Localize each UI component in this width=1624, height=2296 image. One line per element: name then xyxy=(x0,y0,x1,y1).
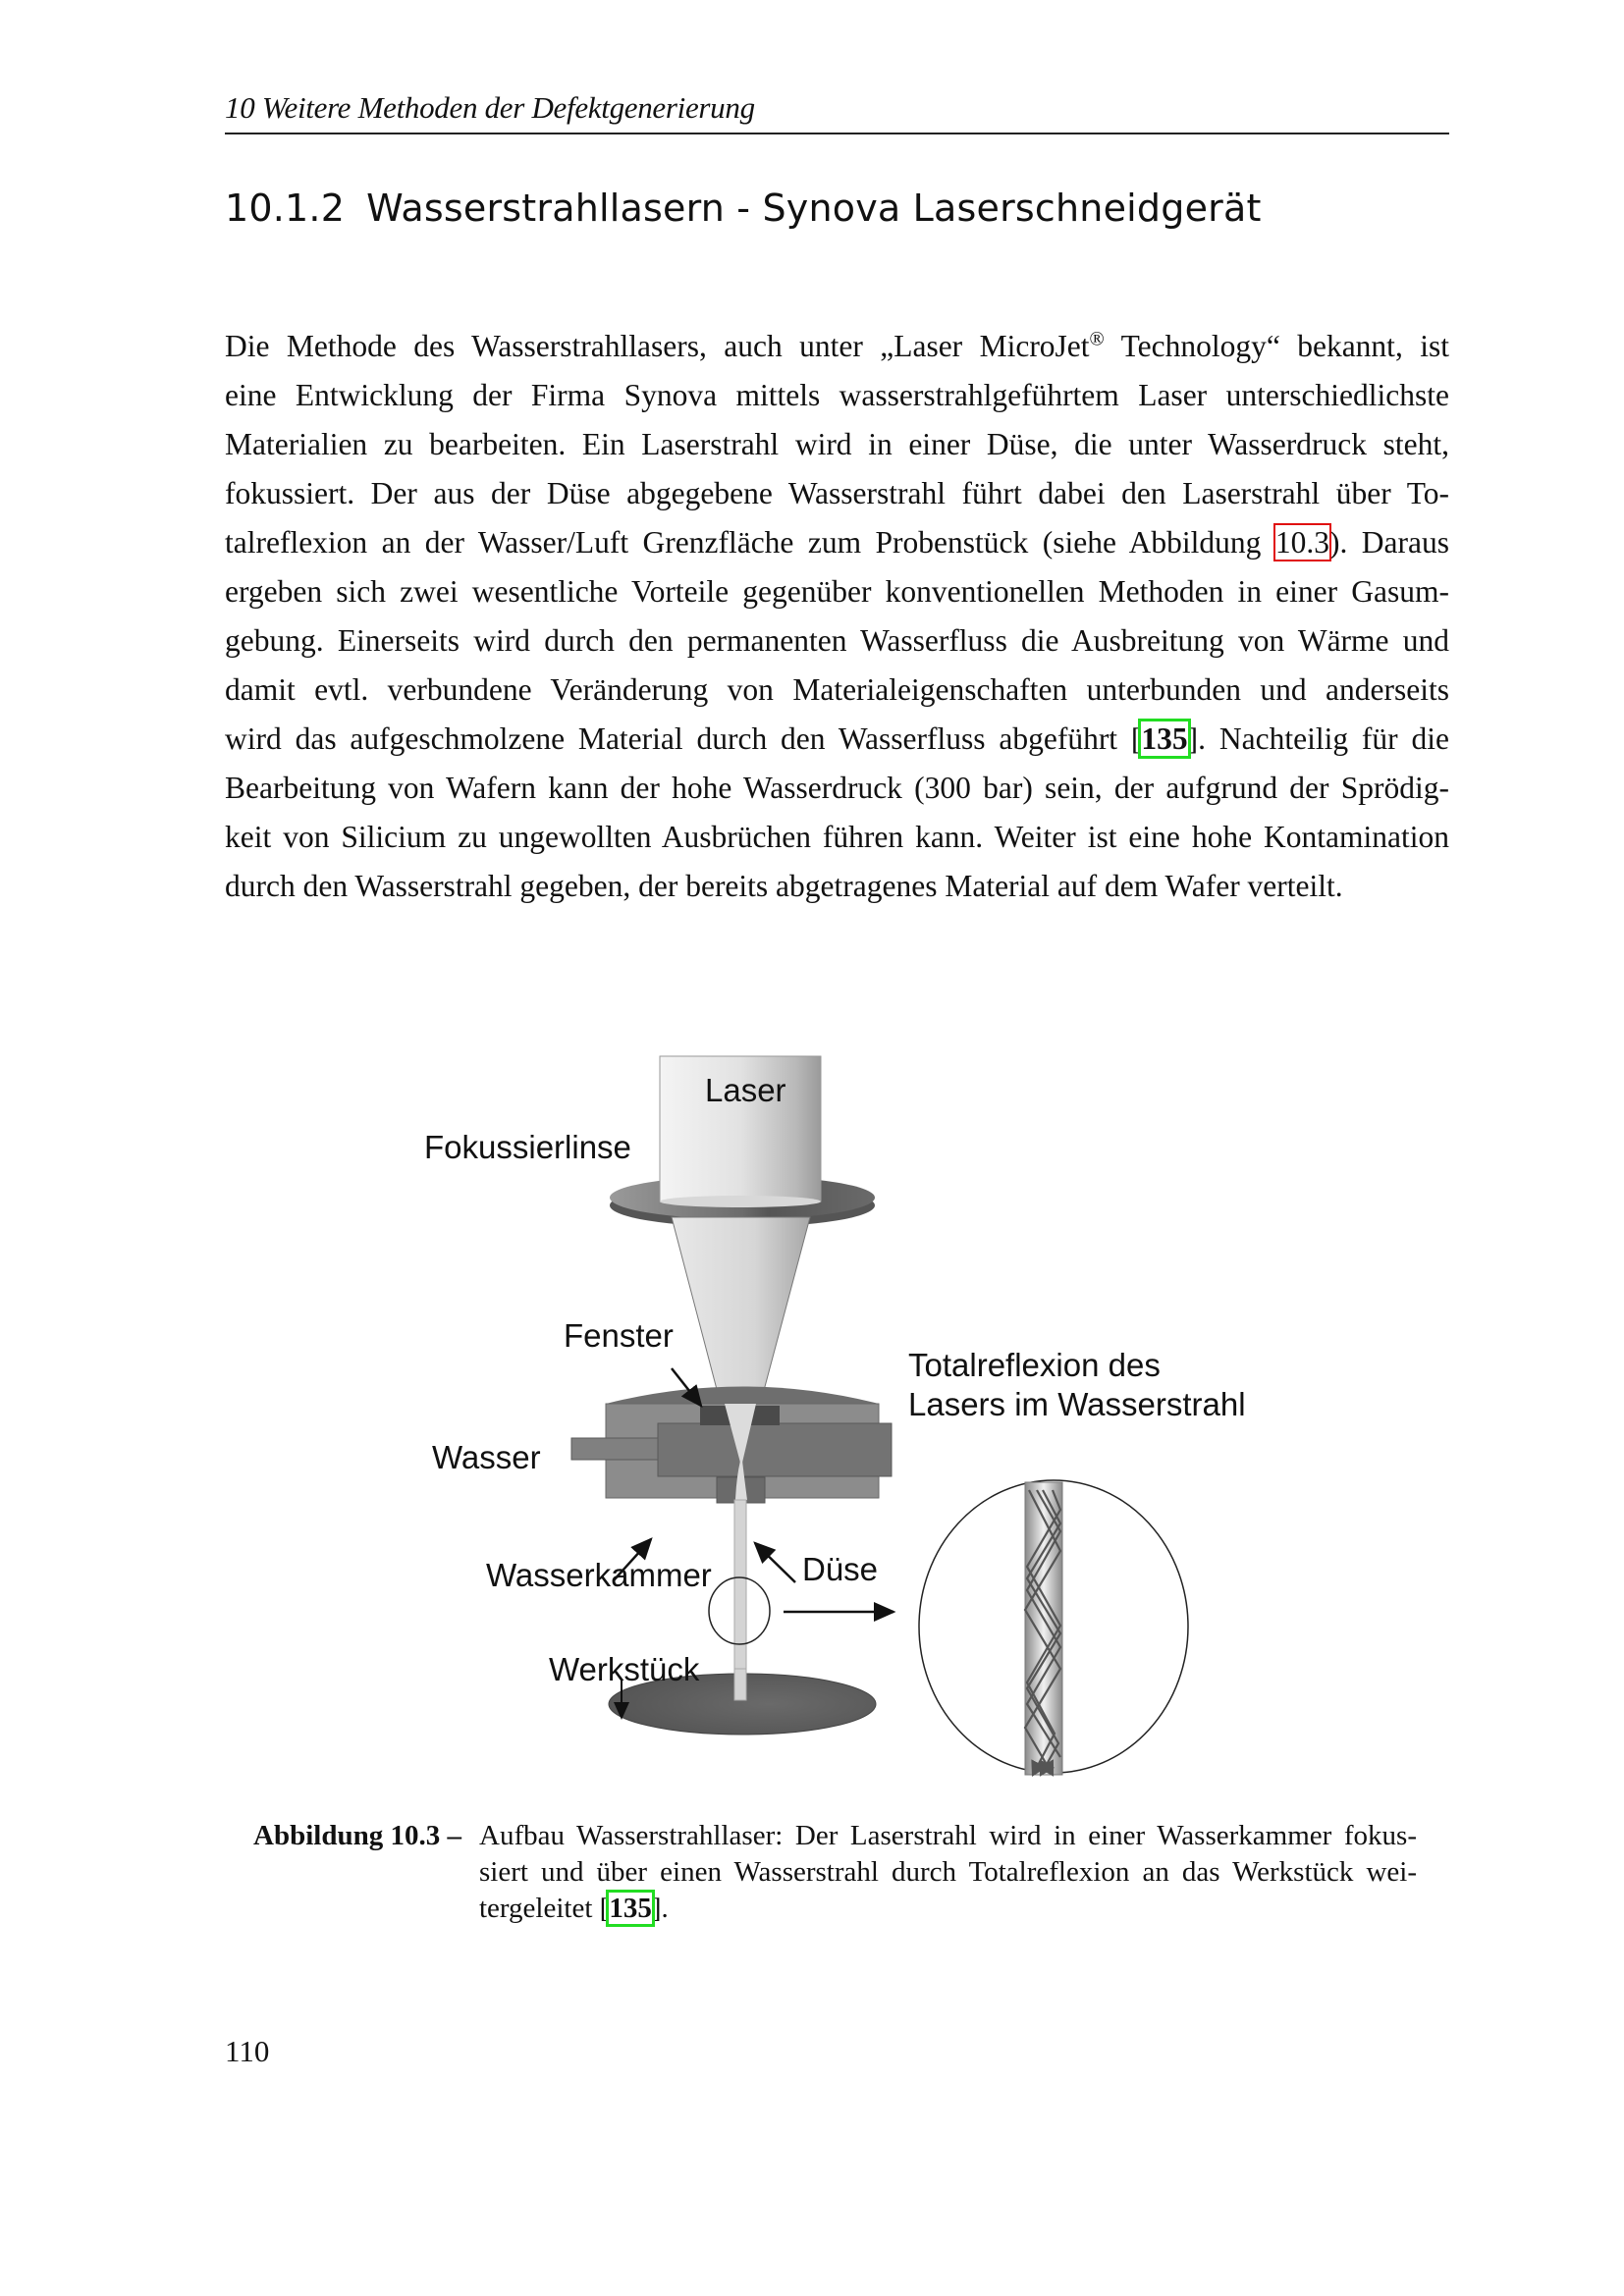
section-title xyxy=(225,187,1262,230)
body-line: damit evtl. verbundene Veränderung von Materialeigenschaften unterbunden und anderseits xyxy=(225,672,1449,707)
text-run: ). Daraus xyxy=(1328,525,1449,560)
figure-reference-link[interactable]: 10.3 xyxy=(1274,525,1329,560)
jet-impact xyxy=(734,1669,746,1700)
label-focus-lens: Fokussierlinse xyxy=(424,1129,631,1165)
body-line: Bearbeitung von Wafern kann der hohe Wasserdruck (300 bar) sein, der aufgrund der Sprödig- xyxy=(225,771,1449,805)
section-title-text: Wasserstrahllasern - Synova Laserschneidgerät xyxy=(366,187,1262,230)
header-rule xyxy=(225,133,1449,134)
label-workpiece: Werkstück xyxy=(549,1651,700,1687)
caption-label: Abbildung 10.3 – xyxy=(253,1820,461,1851)
running-head: 10 Weitere Methoden der Defektgenerierung xyxy=(225,90,755,125)
body-line xyxy=(225,518,1449,567)
body-line: gebung. Einerseits wird durch den permanenten Wasserfluss die Ausbreitung von Wärme und xyxy=(225,623,1449,658)
registered-mark: ® xyxy=(1089,328,1105,350)
detail-circle xyxy=(919,1480,1188,1775)
text-run: wird das aufgeschmolzene Material durch den Wasserfluss abgeführt [ xyxy=(225,721,1142,756)
body-line: eine Entwicklung der Firma Synova mittels wasserstrahlgeführtem Laser unterschiedlichste xyxy=(225,378,1449,412)
text-run: tergeleitet [ xyxy=(479,1893,610,1924)
text-run: talreflexion an der Wasser/Luft Grenzfläche zum Probenstück (siehe Abbildung xyxy=(225,525,1275,560)
citation-link[interactable]: 135 xyxy=(1141,721,1188,756)
body-line xyxy=(225,715,1449,764)
body-paragraph xyxy=(225,322,1449,911)
label-water: Wasser xyxy=(432,1439,541,1475)
label-laser: Laser xyxy=(705,1072,786,1108)
body-line: ergeben sich zwei wesentliche Vorteile gegenüber konventionellen Methoden in einer Gasum- xyxy=(225,574,1449,609)
citation-link[interactable]: 135 xyxy=(609,1893,652,1924)
caption-line: Aufbau Wasserstrahllaser: Der Laserstrahl wird in einer Wasserkammer fokus- xyxy=(479,1820,1417,1851)
nozzle-pointer-arrow xyxy=(755,1543,795,1582)
text-run: Technology“ bekannt, ist xyxy=(1104,329,1449,363)
text-run: Die Methode des Wasserstrahllasers, auch unter „Laser MicroJet xyxy=(225,329,1090,363)
page-number: 110 xyxy=(225,2034,270,2068)
body-line: fokussiert. Der aus der Düse abgegebene Wasserstrahl führt dabei den Laserstrahl über To- xyxy=(225,476,1449,510)
text-run: ]. Nachteilig für die xyxy=(1187,721,1449,756)
body-line: keit von Silicium zu ungewollten Ausbrüchen führen kann. Weiter ist eine hohe Kontamination xyxy=(225,820,1449,854)
label-window: Fenster xyxy=(564,1317,674,1354)
label-nozzle: Düse xyxy=(802,1551,879,1587)
caption-line: siert und über einen Wasserstrahl durch Totalreflexion an das Werkstück wei- xyxy=(479,1856,1417,1888)
body-line xyxy=(225,322,1449,371)
body-line: durch den Wasserstrahl gegeben, der bereits abgetragenes Material auf dem Wafer verteilt. xyxy=(225,869,1343,903)
label-total-reflection-1: Totalreflexion des xyxy=(908,1347,1161,1383)
caption-line xyxy=(479,1891,1417,1927)
figure-waterjet-laser xyxy=(412,1041,1276,1787)
section-number: 10.1.2 xyxy=(225,187,346,230)
label-total-reflection-2: Lasers im Wasserstrahl xyxy=(908,1386,1246,1422)
label-water-chamber: Wasserkammer xyxy=(486,1557,712,1593)
text-run: ]. xyxy=(651,1893,669,1924)
body-line: Materialien zu bearbeiten. Ein Laserstrahl wird in einer Düse, die unter Wasserdruck steht, xyxy=(225,427,1449,461)
caption-text xyxy=(479,1818,1417,1927)
